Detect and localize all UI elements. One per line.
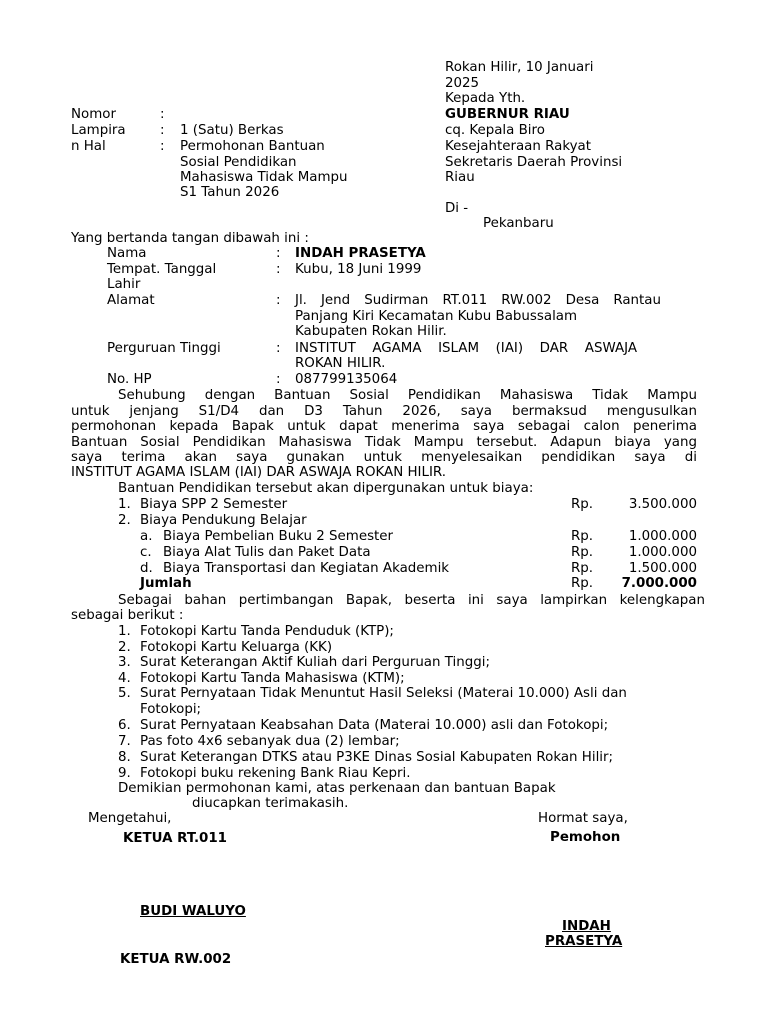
cost-marker: a. [140, 529, 153, 544]
colon: : [276, 293, 281, 308]
pt-label: Perguruan Tinggi [107, 341, 221, 356]
cost-label: Biaya Pembelian Buku 2 Semester [163, 529, 394, 544]
ttl-label: Tempat. Tanggal [107, 262, 217, 277]
attachment-item: Pas foto 4x6 sebanyak dua (2) lembar; [140, 734, 400, 749]
cost-label: Biaya Alat Tulis dan Paket Data [163, 545, 371, 560]
colon: : [276, 262, 281, 277]
ttl-value: Kubu, 18 Juni 1999 [295, 262, 422, 277]
nama-label: Nama [107, 246, 147, 261]
body-line: INSTITUT AGAMA ISLAM (IAI) DAR ASWAJA ROKAN HILIR. [71, 465, 446, 480]
closing-line: Demikian permohonan kami, atas perkenaan dan bantuan Bapak [118, 781, 556, 796]
attachment-no: 4. [118, 671, 131, 686]
attachment-no: 5. [118, 686, 131, 701]
total-label: Jumlah [140, 576, 192, 591]
attach-intro: sebagai berikut : [71, 608, 184, 623]
alamat-line: Kabupaten Rokan Hilir. [295, 324, 447, 339]
recipient-line: Riau [445, 170, 475, 185]
attachment-no: 2. [118, 640, 131, 655]
body-line: Bantuan Sosial Pendidikan Mahasiswa Tidak Mampu tersebut. Adapun biaya yang [71, 435, 697, 450]
hal-line: S1 Tahun 2026 [180, 185, 280, 200]
alamat-label: Alamat [107, 293, 155, 308]
pt-line: ROKAN HILIR. [295, 356, 386, 371]
total-amount: 7.000.000 [621, 576, 697, 591]
colon: : [160, 107, 165, 122]
cost-label: Biaya SPP 2 Semester [140, 497, 288, 512]
hal-line: Sosial Pendidikan [180, 155, 297, 170]
hp-value: 087799135064 [295, 372, 398, 387]
hal-line: Permohonan Bantuan [180, 139, 325, 154]
place-date-year: 2025 [445, 76, 480, 91]
attachment-no: 3. [118, 655, 131, 670]
to-label: Kepada Yth. [445, 91, 526, 106]
cost-label: Biaya Pendukung Belajar [140, 513, 307, 528]
attachment-no: 9. [118, 766, 131, 781]
pt-line: INSTITUT AGAMA ISLAM (IAI) DAR ASWAJA [295, 341, 637, 356]
attachment-no: 1. [118, 624, 131, 639]
alamat-line: Jl. Jend Sudirman RT.011 RW.002 Desa Rantau [295, 293, 661, 308]
cost-label: Biaya Transportasi dan Kegiatan Akademik [163, 561, 450, 576]
rt-title: KETUA RT.011 [123, 831, 227, 846]
attachment-item: Fotokopi Kartu Tanda Mahasiswa (KTM); [140, 671, 405, 686]
nama-value: INDAH PRASETYA [295, 246, 426, 261]
cost-marker: d. [140, 561, 153, 576]
lampiran-label: Lampira [71, 123, 126, 138]
alamat-line: Panjang Kiri Kecamatan Kubu Babussalam [295, 309, 578, 324]
hormat-label: Hormat saya, [538, 811, 628, 826]
cost-marker: 2. [118, 513, 131, 528]
body-line: saya terima akan saya gunakan untuk menyelesaikan pendidikan saya di [71, 450, 697, 465]
colon: : [276, 246, 281, 261]
currency: Rp. [571, 561, 594, 576]
cost-marker: c. [140, 545, 152, 560]
costs-intro: Bantuan Pendidikan tersebut akan dipergunakan untuk biaya: [118, 481, 534, 496]
cost-amount: 3.500.000 [628, 497, 697, 512]
recipient: GUBERNUR RIAU [445, 107, 570, 122]
cost-amount: 1.500.000 [628, 561, 697, 576]
colon: : [276, 372, 281, 387]
attachment-item: Fotokopi buku rekening Bank Riau Kepri. [140, 766, 411, 781]
hp-label: No. HP [107, 372, 152, 387]
lampiran-value: 1 (Satu) Berkas [180, 123, 284, 138]
attachment-no: 6. [118, 718, 131, 733]
rt-name: BUDI WALUYO [140, 904, 246, 919]
place-date: Rokan Hilir, 10 Januari [445, 60, 594, 75]
attachment-item-cont: Fotokopi; [140, 702, 202, 717]
attachment-item: Surat Keterangan DTKS atau P3KE Dinas Sosial Kabupaten Rokan Hilir; [140, 750, 614, 765]
applicant-name-2: PRASETYA [545, 934, 623, 949]
applicant-name: INDAH [562, 919, 611, 934]
attachment-no: 7. [118, 734, 131, 749]
body-line: Sehubung dengan Bantuan Sosial Pendidikan Mahasiswa Tidak Mampu [118, 388, 697, 403]
currency: Rp. [571, 529, 594, 544]
attachment-item: Surat Keterangan Aktif Kuliah dari Perguruan Tinggi; [140, 655, 490, 670]
mengetahui-label: Mengetahui, [88, 811, 172, 826]
colon: : [160, 139, 165, 154]
pemohon-label: Pemohon [550, 830, 621, 845]
rw-title: KETUA RW.002 [120, 952, 232, 967]
body-line: untuk jenjang S1/D4 dan D3 Tahun 2026, saya bermaksud mengusulkan [71, 404, 697, 419]
currency: Rp. [571, 545, 594, 560]
nomor-label: Nomor [71, 107, 116, 122]
di-place: Pekanbaru [483, 216, 554, 231]
closing-line: diucapkan terimakasih. [192, 796, 349, 811]
hal-label: n Hal [71, 139, 106, 154]
attachment-no: 8. [118, 750, 131, 765]
cost-marker: 1. [118, 497, 131, 512]
recipient-line: cq. Kepala Biro [445, 123, 545, 138]
currency: Rp. [571, 497, 594, 512]
attach-intro: Sebagai bahan pertimbangan Bapak, beserta ini saya lampirkan kelengkapan [118, 593, 705, 608]
recipient-line: Kesejahteraan Rakyat [445, 139, 592, 154]
attachment-item: Fotokopi Kartu Keluarga (KK) [140, 640, 333, 655]
attachment-item: Surat Pernyataan Keabsahan Data (Materai 10.000) asli dan Fotokopi; [140, 718, 609, 733]
colon: : [276, 341, 281, 356]
colon: : [160, 123, 165, 138]
ttl-label-2: Lahir [107, 277, 141, 292]
recipient-line: Sekretaris Daerah Provinsi [445, 155, 623, 170]
di-label: Di - [445, 201, 469, 216]
attachment-item: Fotokopi Kartu Tanda Penduduk (KTP); [140, 624, 394, 639]
attachment-item: Surat Pernyataan Tidak Menuntut Hasil Seleksi (Materai 10.000) Asli dan [140, 686, 627, 701]
currency: Rp. [571, 576, 594, 591]
cost-amount: 1.000.000 [628, 529, 697, 544]
body-line: permohonan kepada Bapak untuk dapat menerima saya sebagai calon penerima [71, 419, 697, 434]
intro-text: Yang bertanda tangan dibawah ini : [71, 231, 309, 246]
cost-amount: 1.000.000 [628, 545, 697, 560]
hal-line: Mahasiswa Tidak Mampu [180, 170, 348, 185]
